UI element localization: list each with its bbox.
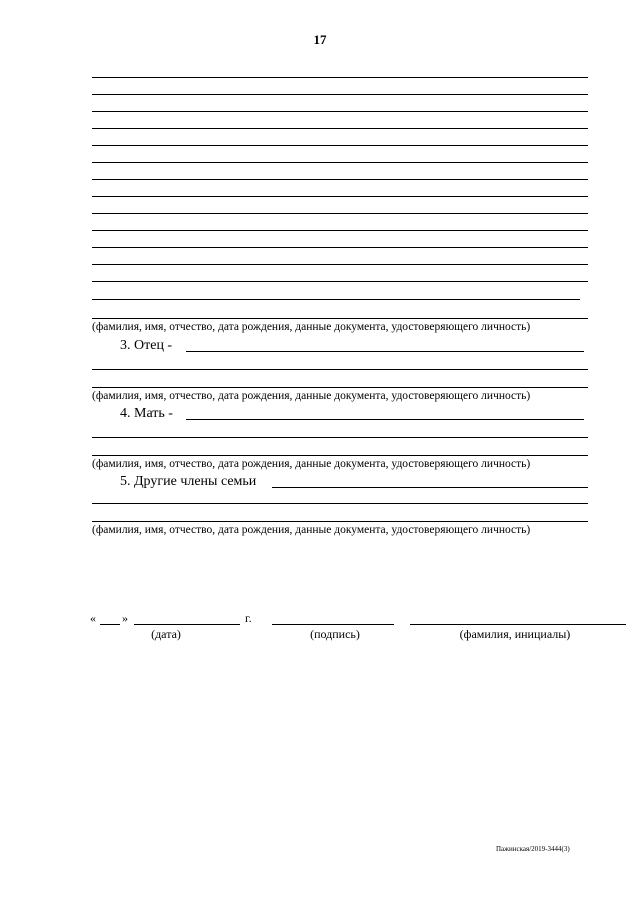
name-initials-label: (фамилия, инициалы) — [459, 627, 571, 641]
mother-label: 4. Мать - — [120, 406, 173, 421]
field-caption: (фамилия, имя, отчество, дата рождения, данные документа, удостоверяющего личность) — [92, 321, 531, 333]
blank-line[interactable] — [92, 128, 588, 129]
blank-line[interactable] — [92, 521, 588, 522]
field-caption: (фамилия, имя, отчество, дата рождения, данные документа, удостоверяющего личность) — [92, 390, 531, 402]
mother-field[interactable] — [186, 419, 584, 420]
blank-line[interactable] — [92, 281, 588, 282]
other-family-label: 5. Другие члены семьи — [120, 474, 257, 489]
blank-line[interactable] — [92, 503, 588, 504]
blank-line[interactable] — [92, 145, 588, 146]
blank-line[interactable] — [92, 94, 588, 95]
document-footer-code: Пажинская/2019-3444(3) — [496, 845, 570, 853]
month-year-field[interactable] — [134, 624, 240, 625]
signature-field[interactable] — [272, 624, 394, 625]
blank-line[interactable] — [92, 77, 588, 78]
father-label: 3. Отец - — [120, 338, 173, 353]
blank-line[interactable] — [92, 213, 588, 214]
date-close-quote: » — [122, 611, 128, 625]
blank-line[interactable] — [92, 179, 588, 180]
date-label: (дата) — [151, 627, 181, 641]
field-caption: (фамилия, имя, отчество, дата рождения, данные документа, удостоверяющего личность) — [92, 524, 531, 536]
blank-line[interactable] — [92, 318, 588, 319]
year-suffix: г. — [245, 611, 252, 625]
blank-line[interactable] — [92, 387, 588, 388]
blank-line[interactable] — [92, 111, 588, 112]
blank-line[interactable] — [92, 264, 588, 265]
blank-line[interactable] — [92, 162, 588, 163]
blank-line[interactable] — [92, 299, 580, 300]
other-family-field[interactable] — [272, 487, 588, 488]
blank-line[interactable] — [92, 230, 588, 231]
field-caption: (фамилия, имя, отчество, дата рождения, данные документа, удостоверяющего личность) — [92, 458, 531, 470]
blank-line[interactable] — [92, 455, 588, 456]
day-field[interactable] — [100, 624, 120, 625]
signature-label: (подпись) — [310, 627, 360, 641]
father-field[interactable] — [186, 351, 584, 352]
blank-line[interactable] — [92, 247, 588, 248]
date-open-quote: « — [90, 611, 96, 625]
blank-line[interactable] — [92, 196, 588, 197]
page-number: 17 — [313, 32, 327, 47]
blank-line[interactable] — [92, 437, 588, 438]
name-initials-field[interactable] — [410, 624, 626, 625]
blank-line[interactable] — [92, 369, 588, 370]
